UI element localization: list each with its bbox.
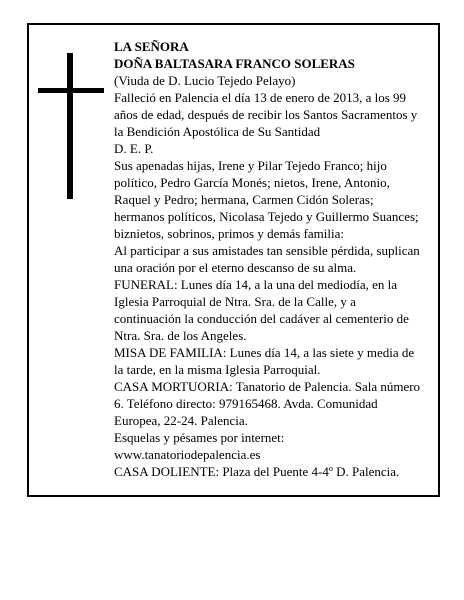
- deceased-name: DOÑA BALTASARA FRANCO SOLERAS: [114, 56, 355, 71]
- online-condolences: Esquelas y pésames por internet:: [114, 430, 285, 445]
- obituary-text: [114, 38, 426, 480]
- family-mass-info: MISA DE FAMILIA: Lunes día 14, a las siete y media de la tarde, en la misma Iglesia Parroquial.: [114, 345, 415, 377]
- dep-text: D. E. P.: [114, 141, 154, 156]
- cross-icon: [38, 53, 104, 199]
- funeral-info: FUNERAL: Lunes día 14, a la una del mediodía, en la Iglesia Parroquial de Ntra. Sra. de la Calle, y a continuación la conducción del cadáver al cementerio de Ntra. Sra. de los Angeles.: [114, 277, 409, 343]
- mourning-house-info: CASA DOLIENTE: Plaza del Puente 4-4º D. Palencia.: [114, 464, 400, 479]
- website-link[interactable]: www.tanatoriodepalencia.es: [114, 447, 261, 462]
- death-info: Falleció en Palencia el día 13 de enero de 2013, a los 99 años de edad, después de recibir los Santos Sacramentos y la Bendición Apostólica de Su Santidad: [114, 90, 418, 139]
- notice-title: LA SEÑORA: [114, 39, 189, 54]
- widow-of: (Viuda de D. Lucio Tejedo Pelayo): [114, 73, 296, 88]
- funeral-home-info: CASA MORTUORIA: Tanatorio de Palencia. Sala número 6. Teléfono directo: 979165468. Avda. Comunidad Europea, 22-24. Palencia.: [114, 379, 421, 428]
- prayer-request: Al participar a sus amistades tan sensible pérdida, suplican una oración por el eterno descanso de su alma.: [114, 243, 420, 275]
- family-list: Sus apenadas hijas, Irene y Pilar Tejedo Franco; hijo político, Pedro García Monés; nietos, Irene, Antonio, Raquel y Pedro; hermana, Carmen Cidón Soleras; hermanos políticos, Nicolasa Tejedo y Guillermo Suances; biznietos, sobrinos, primos y demás familia:: [114, 158, 419, 241]
